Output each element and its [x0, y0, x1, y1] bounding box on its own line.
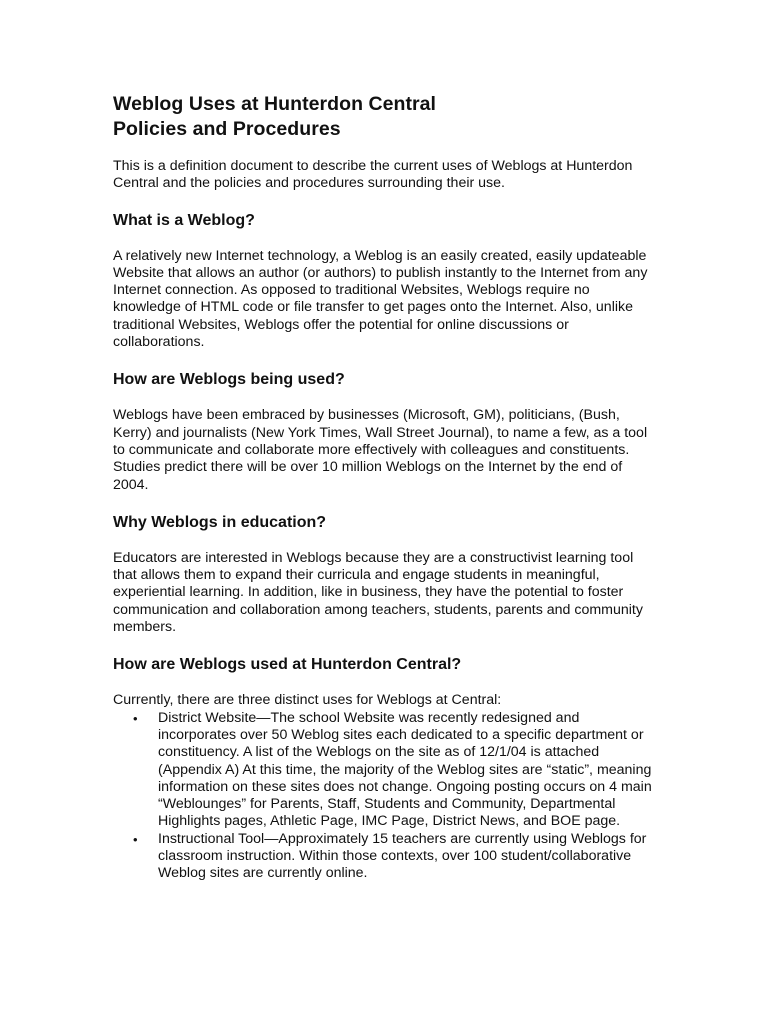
list-item-text: District Website—The school Website was recently redesigned and incorporates over 50 Weblog sites each dedicated to a specific department or constituency. A list of the Weblogs on the site as of 12/1/04 is attached (Appendix A) At this time, the majority of the Weblog sites are “static”, meaning information on these sites does not change. Ongoing posting occurs on 4 main “Weblounges” for Parents, Staff, Students and Community, Departmental Highlights pages, Athletic Page, IMC Page, District News, and BOE page.	[158, 709, 652, 830]
heading-how-weblogs-used: How are Weblogs being used?	[113, 371, 345, 389]
heading-what-is-a-weblog: What is a Weblog?	[113, 211, 255, 229]
list-item	[113, 831, 658, 883]
uses-bullet-list	[113, 710, 658, 883]
paragraph-uses-intro: Currently, there are three distinct uses for Weblogs at Central:	[113, 692, 502, 709]
document-content	[113, 92, 658, 883]
document-title-line-2: Policies and Procedures	[113, 118, 341, 140]
list-item	[113, 710, 658, 831]
heading-why-weblogs-education: Why Weblogs in education?	[113, 513, 327, 531]
document-title	[113, 92, 658, 142]
intro-paragraph: This is a definition document to describe the current uses of Weblogs at Hunterdon Central and the policies and procedures surrounding their use.	[113, 158, 633, 192]
paragraph-why-weblogs-education: Educators are interested in Weblogs because they are a constructivist learning tool that allows them to expand their curricula and engage students in meaningful, experiential learning. In addition, like in business, they have the potential to foster communication and collaboration among teachers, students, parents and community members.	[113, 549, 643, 636]
paragraph-what-is-a-weblog: A relatively new Internet technology, a Weblog is an easily created, easily updateable Website that allows an author (or authors) to publish instantly to the Internet from any Internet connection. As opposed to traditional Websites, Weblogs require no knowledge of HTML code or file transfer to get pages onto the Internet. Also, unlike traditional Websites, Weblogs offer the potential for online discussions or collaborations.	[113, 247, 648, 351]
heading-weblogs-at-hunterdon: How are Weblogs used at Hunterdon Central?	[113, 656, 462, 674]
bullet-icon: •	[133, 710, 138, 726]
paragraph-how-weblogs-used: Weblogs have been embraced by businesses (Microsoft, GM), politicians, (Bush, Kerry) and journalists (New York Times, Wall Street Journal), to name a few, as a tool to communicate and collaborate more effectively with colleagues and constituents. Studies predict there will be over 10 million Weblogs on the Internet by the end of 2004.	[113, 407, 648, 493]
document-title-line-1: Weblog Uses at Hunterdon Central	[113, 93, 437, 115]
list-item-text: Instructional Tool—Approximately 15 teachers are currently using Weblogs for classroom instruction. Within those contexts, over 100 student/collaborative Weblog sites are currently online.	[158, 830, 647, 882]
bullet-icon: •	[133, 831, 138, 847]
